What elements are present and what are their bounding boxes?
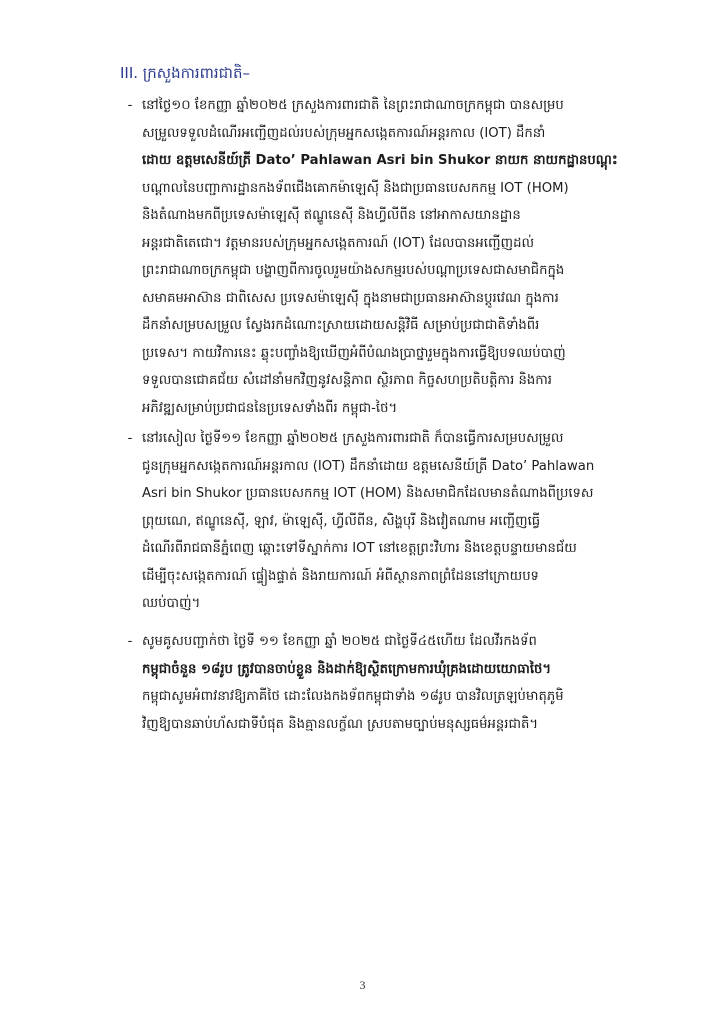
paragraph-line: ដឹកនាំសម្របសម្រួល ស្វែងរកដំណោះស្រាយដោយសន្តិវិធី សម្រាប់ប្រជាជាតិទាំងពីរ xyxy=(142,318,540,333)
paragraph-line: កម្ពុជាសូមអំពាវនាវឱ្យភាគីថៃ ដោះលែងកងទ័ពកម្ពុជាទាំង ១៨រូប បានវិលត្រឡប់មាតុភូមិ xyxy=(142,689,564,704)
paragraph-2 xyxy=(127,425,622,618)
paragraph-line: ប្រទេស។ កាយវិការនេះ ឆ្លុះបញ្ចាំងឱ្យឃើញអំពីបំណងប្រាថ្នារួមក្នុងការធ្វើឱ្យបទឈប់បាញ់ xyxy=(142,345,566,361)
paragraph-line: ដើម្បីចុះសង្កេតការណ៍ ផ្ទៀងផ្ទាត់ និងរាយការណ៍ អំពីស្ថានភាពព្រំដែននៅក្រោយបទ xyxy=(142,568,539,584)
bullet-marker: - xyxy=(127,431,133,446)
paragraph-line: ឈប់បាញ់។ xyxy=(142,596,201,611)
bullet-marker: - xyxy=(127,98,133,113)
paragraph-line: និងតំណាងមកពីប្រទេសម៉ាឡេស៊ី ឥណ្ឌូនេស៊ី និងហ្វីលីពីន នៅអាកាសយានដ្ឋាន xyxy=(142,208,521,223)
section-heading: III. ក្រសួងការពារជាតិ– xyxy=(120,64,250,82)
paragraph-line: កម្ពុជាចំនួន ១៨រូប ត្រូវបានចាប់ខ្លួន និងដាក់ឱ្យស្ថិតក្រោមការឃុំគ្រងដោយយោធាថៃ។ xyxy=(142,661,552,677)
paragraph-line: ព្រះរាជាណាចក្រកម្ពុជា បង្ហាញពីការចូលរួមយ៉ាងសកម្មរបស់បណ្តាប្រទេសជាសមាជិកក្នុង xyxy=(142,263,565,278)
page-number: 3 xyxy=(359,978,366,992)
paragraph-line: អភិវឌ្ឍសម្រាប់ប្រជាជននៃប្រទេសទាំងពីរ កម្ពុជា-ថៃ។ xyxy=(142,400,398,416)
paragraph-3 xyxy=(127,628,622,738)
paragraph-line: ដោយ ឧត្តមសេនីយ៍ត្រី Dato’ Pahlawan Asri bin Shukor នាយក នាយកដ្ឋានបណ្តុះ xyxy=(142,153,618,168)
paragraph-line: សម្រួលទទួលដំណើរអញ្ជើញដល់របស់ក្រុមអ្នកសង្កេតការណ៍អន្តរកាល (IOT) ដឹកនាំ xyxy=(142,125,546,141)
paragraph-line: ទទួលបានជោគជ័យ សំដៅនាំមកវិញនូវសន្តិភាព ស្ថិរភាព កិច្ចសហប្រតិបត្តិការ និងការ xyxy=(142,373,552,388)
paragraph-line: អន្តរជាតិតេជោ។ វត្តមានរបស់ក្រុមអ្នកសង្កេតការណ៍ (IOT) ដែលបានអញ្ជើញដល់ xyxy=(142,235,535,251)
paragraph-line: សមាគមអាស៊ាន ជាពិសេស ប្រទេសម៉ាឡេស៊ី ក្នុងនាមជាប្រធានអាស៊ានប្តូរវេណ ក្នុងការ xyxy=(142,290,559,306)
paragraph-line: នៅថ្ងៃ១០ ខែកញ្ញា ឆ្នាំ២០២៥ ក្រសួងការពារជាតិ នៃព្រះរាជាណាចក្រកម្ពុជា បានសម្រប xyxy=(142,98,564,113)
paragraph-1 xyxy=(127,92,622,422)
paragraph-line: នៅរសៀល ថ្ងៃទី១១ ខែកញ្ញា ឆ្នាំ២០២៥ ក្រសួងការពារជាតិ ក៏បានធ្វើការសម្របសម្រួល xyxy=(142,431,564,446)
paragraph-line: វិញឱ្យបានឆាប់ហ័សជាទីបំផុត និងគ្មានលក្ខ័ណ ស្របតាមច្បាប់មនុស្សធម៌អន្តរជាតិ។ xyxy=(142,716,539,732)
paragraph-line: សូមគូសបញ្ជាក់ថា ថ្ងៃទី ១១ ខែកញ្ញា ឆ្នាំ ២០២៥ ជាថ្ងៃទី៤៥ហើយ ដែលវីរកងទ័ព xyxy=(142,634,537,649)
paragraph-line: ព្រុយណេ, ឥណ្ឌូនេស៊ី, ឡាវ, ម៉ាឡេស៊ី, ហ្វីលីពីន, សិង្ហបុរី និងវៀតណាម អញ្ជើញធ្វើ xyxy=(142,513,541,529)
paragraph-line: ជូនក្រុមអ្នកសង្កេតការណ៍អន្តរកាល (IOT) ដឹកនាំដោយ ឧត្តមសេនីយ៍ត្រី Dato’ Pahlawan xyxy=(142,458,595,474)
bullet-marker: - xyxy=(127,634,133,649)
paragraph-line: បណ្តាលនៃបញ្ជាការដ្ឋានកងទ័ពជើងគោកម៉ាឡេស៊ី និងជាប្រធានបេសកកម្ម IOT (HOM) xyxy=(142,180,569,196)
paragraph-line: Asri bin Shukor ប្រធានបេសកកម្ម IOT (HOM) និងសមាជិកដែលមានតំណាងពីប្រទេស xyxy=(142,486,594,501)
paragraph-line: ដំណើរពីរាជធានីភ្នំពេញ ឆ្ពោះទៅទីស្នាក់ការ IOT នៅខេត្តព្រះវិហារ និងខេត្តបន្ទាយមានជ័យ xyxy=(142,541,577,556)
